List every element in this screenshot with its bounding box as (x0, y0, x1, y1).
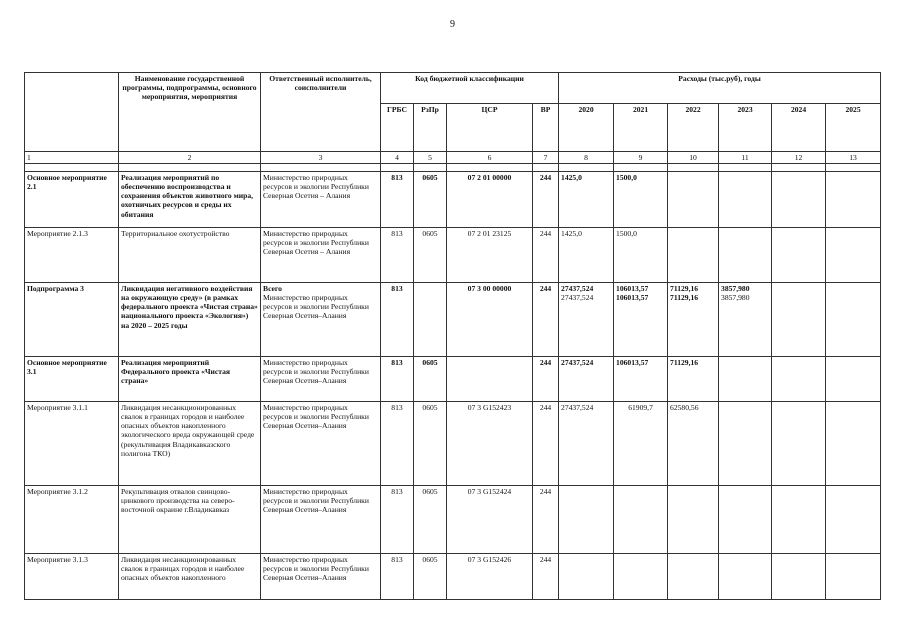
row-executor: Министерство природных ресурсов и экологии Республики Северная Осетия–Алания (261, 554, 381, 600)
row-value-2021: 61909,7 (614, 402, 668, 486)
row-executor: Министерство природных ресурсов и экологии Республики Северная Осетия–Алания (261, 402, 381, 486)
row-value-2021: 1500,0 (614, 172, 668, 228)
row-value-total: 27437,524 (561, 284, 594, 294)
row-name: Ликвидация несанкционированных свалок в границах городов и наиболее опасных объектов накопленного экологического вреда окружающей среде (рекультивация Владикавказского полигона ТКО) (119, 402, 261, 486)
row-value-2023 (719, 486, 772, 554)
column-number-row (25, 152, 881, 164)
row-executor (261, 283, 381, 357)
row-rzpr: 0605 (414, 357, 447, 402)
row-value-2024 (772, 228, 826, 283)
row-value-2020: 27437,524 (559, 402, 614, 486)
row-value-2022 (668, 554, 719, 600)
row-value-2020: 27437,524 (559, 357, 614, 402)
row-rzpr: 0605 (414, 228, 447, 283)
table-row (25, 402, 881, 486)
row-csr: 07 3 G152424 (447, 486, 533, 554)
row-vr: 244 (533, 283, 559, 357)
row-value-2023 (719, 402, 772, 486)
row-value-2020 (559, 283, 614, 357)
row-label: Мероприятие 3.1.1 (25, 402, 119, 486)
row-value-2023 (719, 228, 772, 283)
row-value-2025 (826, 228, 881, 283)
row-vr: 244 (533, 554, 559, 600)
row-value-2025 (826, 283, 881, 357)
budget-table (24, 72, 881, 600)
row-value-2023 (719, 357, 772, 402)
column-number: 7 (533, 152, 559, 164)
header-year: 2022 (668, 104, 719, 152)
row-executor: Министерство природных ресурсов и экологии Республики Северная Осетия–Алания (261, 486, 381, 554)
column-number: 12 (772, 152, 826, 164)
row-value-2024 (772, 357, 826, 402)
row-name: Территориальное охотустройство (119, 228, 261, 283)
row-label: Мероприятие 3.1.3 (25, 554, 119, 600)
row-value-total: 71129,16 (670, 284, 699, 294)
row-value-2020 (559, 554, 614, 600)
column-number: 8 (559, 152, 614, 164)
row-csr: 07 3 00 00000 (447, 283, 533, 357)
row-label: Мероприятие 2.1.3 (25, 228, 119, 283)
row-grbs: 813 (381, 283, 414, 357)
row-value-2022: 62580,56 (668, 402, 719, 486)
row-csr: 07 2 01 23125 (447, 228, 533, 283)
row-value-2022 (668, 283, 719, 357)
row-grbs: 813 (381, 172, 414, 228)
table-row (25, 486, 881, 554)
header-row-top (25, 73, 881, 104)
column-number: 6 (447, 152, 533, 164)
row-rzpr: 0605 (414, 554, 447, 600)
column-number: 1 (25, 152, 119, 164)
page-number: 9 (450, 19, 455, 30)
header-rzpr: РзПр (414, 104, 447, 152)
row-value-2024 (772, 402, 826, 486)
row-value-2025 (826, 357, 881, 402)
row-value-2025 (826, 172, 881, 228)
column-number: 4 (381, 152, 414, 164)
row-name: Ликвидация несанкционированных свалок в границах городов и наиболее опасных объектов накопленного (119, 554, 261, 600)
table-row (25, 172, 881, 228)
row-label: Подпрограмма 3 (25, 283, 119, 357)
row-value-total: 3857,980 (721, 284, 750, 294)
row-grbs: 813 (381, 554, 414, 600)
row-rzpr: 0605 (414, 402, 447, 486)
row-value-2021: 106013,57 (614, 357, 668, 402)
row-vr: 244 (533, 486, 559, 554)
row-rzpr: 0605 (414, 486, 447, 554)
column-number: 11 (719, 152, 772, 164)
header-vr: ВР (533, 104, 559, 152)
row-value-2022 (668, 228, 719, 283)
row-name: Рекультивация отвалов свинцово-цинкового производства на северо-восточной окраине г.Владикавказ (119, 486, 261, 554)
row-label: Основное мероприятие 3.1 (25, 357, 119, 402)
row-value-2025 (826, 402, 881, 486)
header-year: 2025 (826, 104, 881, 152)
row-vr: 244 (533, 228, 559, 283)
header-grbs: ГРБС (381, 104, 414, 152)
row-value-2021 (614, 486, 668, 554)
row-vr: 244 (533, 172, 559, 228)
row-label: Мероприятие 3.1.2 (25, 486, 119, 554)
column-number: 10 (668, 152, 719, 164)
header-year: 2020 (559, 104, 614, 152)
row-value-total: 106013,57 (616, 284, 649, 294)
spacer-row (25, 164, 881, 172)
row-csr: 07 3 G152423 (447, 402, 533, 486)
row-value-2025 (826, 554, 881, 600)
row-csr (447, 357, 533, 402)
row-name: Реализация мероприятий по обеспечению воспроизводства и сохранения объектов животного мира, охотничьих ресурсов и среды их обитания (119, 172, 261, 228)
table-row (25, 357, 881, 402)
header-year: 2024 (772, 104, 826, 152)
header-year: 2023 (719, 104, 772, 152)
row-value-detail: 27437,524 (561, 293, 594, 303)
header-expenses: Расходы (тыс.руб), годы (559, 73, 881, 104)
header-executor: Ответственный исполнитель, соисполнители (261, 73, 381, 152)
column-number: 2 (119, 152, 261, 164)
row-vr: 244 (533, 402, 559, 486)
row-value-2025 (826, 486, 881, 554)
row-value-2022 (668, 172, 719, 228)
column-number: 3 (261, 152, 381, 164)
row-value-2023 (719, 554, 772, 600)
table-row (25, 228, 881, 283)
row-vr: 244 (533, 357, 559, 402)
row-value-2020: 1425,0 (559, 172, 614, 228)
row-value-2024 (772, 486, 826, 554)
header-year: 2021 (614, 104, 668, 152)
column-number: 13 (826, 152, 881, 164)
header-label-cell (25, 73, 119, 152)
row-value-2022 (668, 486, 719, 554)
row-grbs: 813 (381, 402, 414, 486)
row-name: Реализация мероприятий Федерального проекта «Чистая страна» (119, 357, 261, 402)
row-value-2020 (559, 486, 614, 554)
row-executor-detail: Министерство природных ресурсов и экологии Республики Северная Осетия–Алания (263, 293, 369, 321)
row-label: Основное мероприятие 2.1 (25, 172, 119, 228)
row-value-2022: 71129,16 (668, 357, 719, 402)
row-value-2024 (772, 283, 826, 357)
row-value-detail: 3857,980 (721, 293, 750, 303)
header-name: Наименование государственной программы, подпрограммы, основного мероприятия, мероприятия (119, 73, 261, 152)
row-value-2024 (772, 172, 826, 228)
row-grbs: 813 (381, 228, 414, 283)
column-number: 5 (414, 152, 447, 164)
table-row (25, 554, 881, 600)
row-value-2023 (719, 283, 772, 357)
header-csr: ЦСР (447, 104, 533, 152)
row-value-2021 (614, 554, 668, 600)
row-executor: Министерство природных ресурсов и экологии Республики Северная Осетия – Алания (261, 172, 381, 228)
header-budget-code: Код бюджетной классификации (381, 73, 559, 104)
row-value-2024 (772, 554, 826, 600)
row-value-2021: 1500,0 (614, 228, 668, 283)
table-row (25, 283, 881, 357)
row-name: Ликвидация негативного воздействия на окружающую среду» (в рамках федерального проекта «Чистая страна» национального проекта «Экология») на 2020 – 2025 годы (119, 283, 261, 357)
column-number: 9 (614, 152, 668, 164)
row-executor: Министерство природных ресурсов и экологии Республики Северная Осетия–Алания (261, 357, 381, 402)
row-value-detail: 71129,16 (670, 293, 699, 303)
row-executor: Министерство природных ресурсов и экологии Республики Северная Осетия – Алания (261, 228, 381, 283)
row-csr: 07 2 01 00000 (447, 172, 533, 228)
row-executor-total: Всего (263, 284, 282, 294)
row-value-2020: 1425,0 (559, 228, 614, 283)
row-value-2023 (719, 172, 772, 228)
row-value-detail: 106013,57 (616, 293, 649, 303)
row-value-2021 (614, 283, 668, 357)
row-rzpr: 0605 (414, 172, 447, 228)
row-grbs: 813 (381, 357, 414, 402)
row-rzpr (414, 283, 447, 357)
row-csr: 07 3 G152426 (447, 554, 533, 600)
row-grbs: 813 (381, 486, 414, 554)
